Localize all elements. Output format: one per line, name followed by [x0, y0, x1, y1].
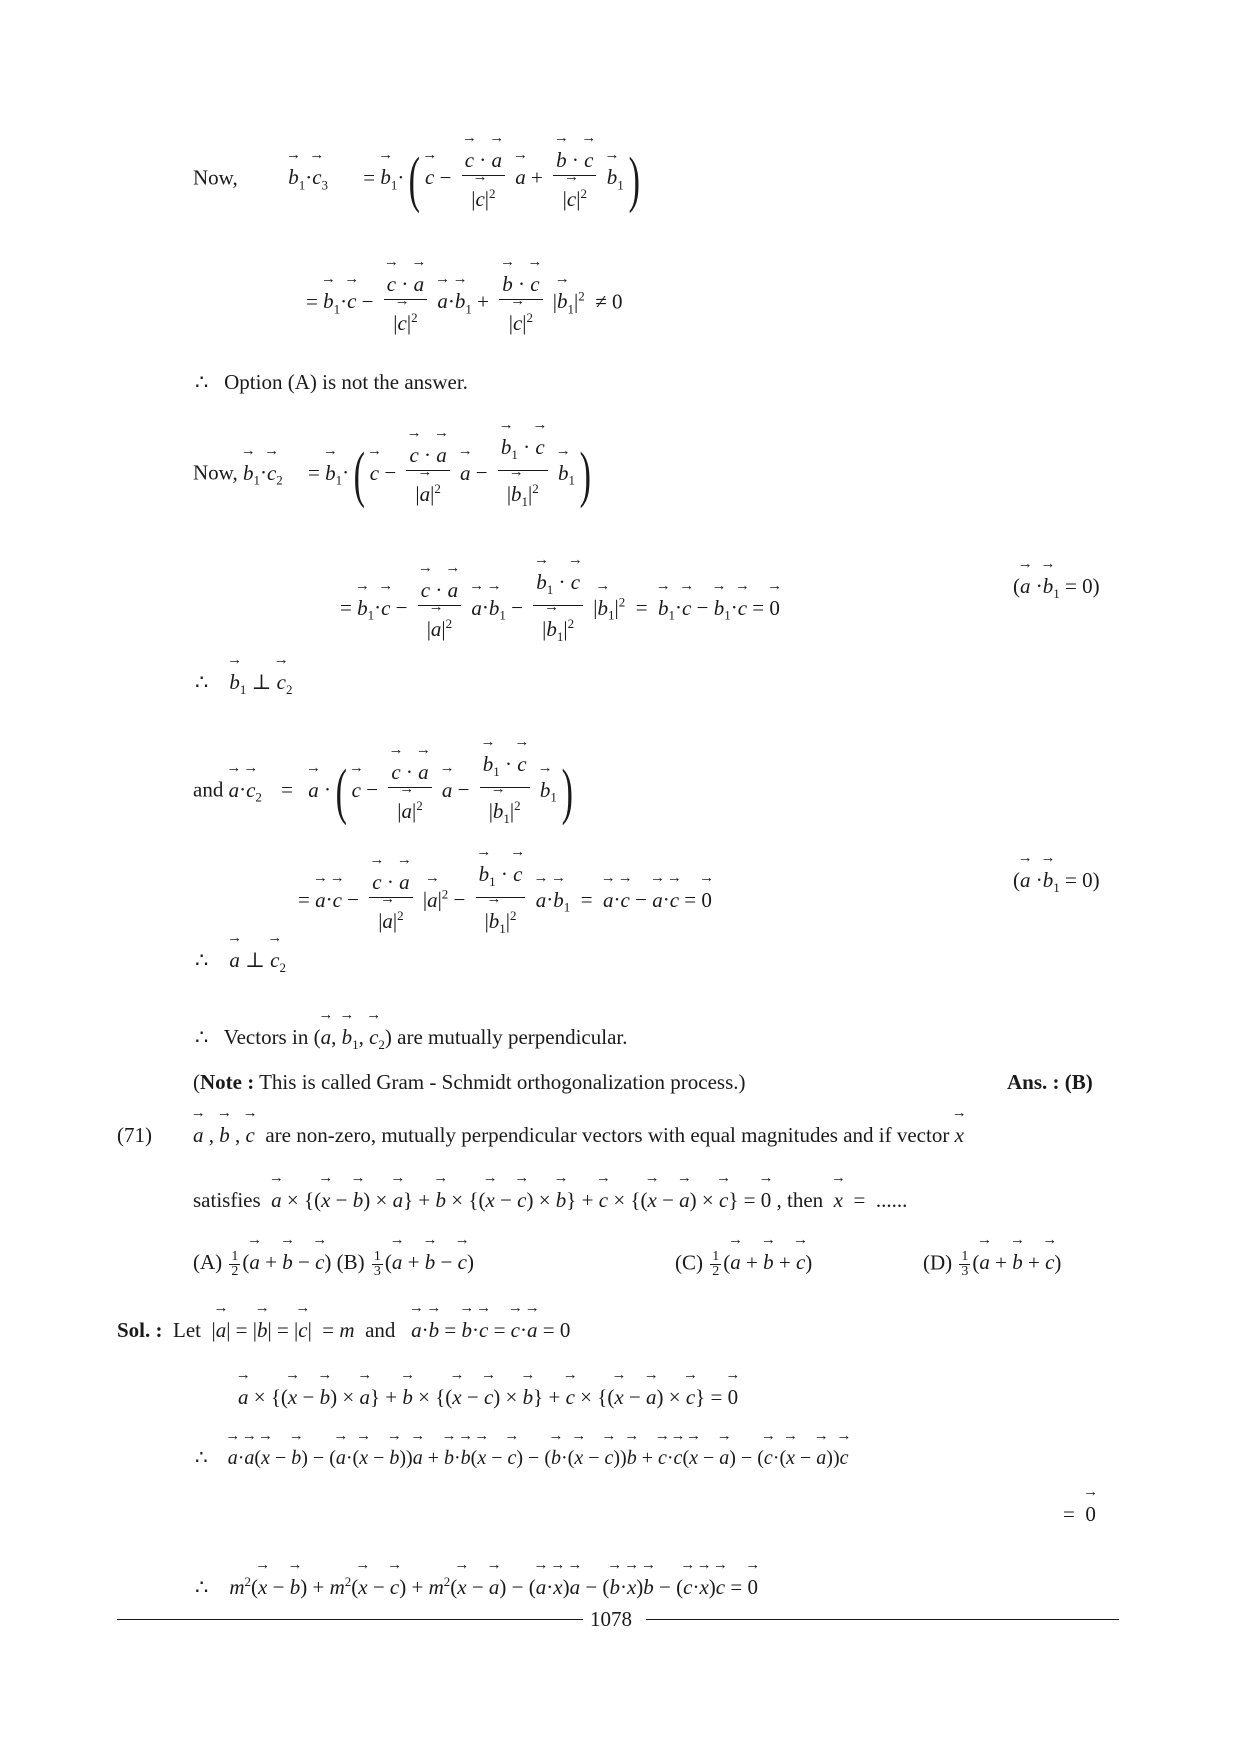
eq-a-c2-expand: = → a·→ c − → $\frac{c \cdot \to a}{|\to a|^2}$ |→ $a|^2$ − → $\frac{b_1 \cdot \to c}{|\to b_1|^2}$ → $a\cdot\to b_1$ = → a·→ c − → a·→ c = → 0: [298, 862, 712, 941]
a-perp-c2: ∴ → a ⊥ → $c_2$: [195, 948, 286, 980]
footer-rule-right: [646, 1619, 1119, 1620]
option-b: (B) $\frac{1}{3}(\to a$ + → b − → c): [337, 1250, 474, 1274]
now-word: Now,: [193, 165, 238, 190]
option-d: (D) $\frac{1}{3}(\to a$ + → b + → c): [923, 1250, 1061, 1279]
option-a-text: Option (A) is not the answer.: [224, 370, 468, 394]
page-number: 1078: [590, 1607, 632, 1631]
solution-line-3-result: = → 0: [1063, 1502, 1096, 1526]
b1-perp-c2: ∴ → $b_1$ ⊥ → $c_2$: [195, 670, 292, 702]
note-label: Note :: [200, 1070, 255, 1094]
vectors-perpendicular: ∴ Vectors in (→ a, → $b_1$, → $c_2$) are mutually perpendicular.: [195, 1025, 627, 1057]
condition-a-b1-2: (→ $a \cdot\to b_1 = 0$): [1013, 868, 1100, 900]
eq-b1-c2-def: Now, → $b_1\cdot\to c_2$ = → $b_1\cdot(\to c$ − → $\frac{c \cdot \to a}{|\to a|^2}$ → a − → $\frac{b_1 \cdot \to c}{|\to b_1|^2}$ → $b_1$): [193, 435, 596, 514]
eq-b1-c3-expand: = → $b_1\cdot\to c$ − → $\frac{c \cdot \to a}{|\to c|^2}$ → $a\cdot\to b_1$ + → $\frac{b \cdot \to c}{|\to c|^2}$ |→ $b_1|^2 \ne 0$: [306, 272, 622, 335]
note-text: This is called Gram - Schmidt orthogonalization process.): [259, 1070, 746, 1094]
solution-line-1: Sol. : Let |→ a| = |→ b| = |→ c| = m and → a·→ b = → b·→ c = → c·→ a = 0: [117, 1318, 570, 1342]
option-a: (A) $\frac{1}{2}(\to a$ + → b − → c): [193, 1250, 337, 1274]
solution-line-4: ∴ $m^2(\to x$ − → $b) + m^2(\to x$ − → $c) + m^2(\to x$ − → a) − (→ a·→ x)→ a − (→ b·→ x)→ b − (→ c·→ x)→ c = → 0: [195, 1570, 758, 1599]
condition-a-b1-1: (→ $a \cdot\to b_1 = 0$): [1013, 574, 1100, 606]
solution-line-2: → a × {(→ x − → b) × → a} + → b × {(→ x − → c) × → b} + → c × {(→ x − → a) × → c} = → 0: [238, 1385, 738, 1409]
option-c: (C) $\frac{1}{2}(\to a$ + → b + → c): [675, 1250, 812, 1279]
eq-b1-c2-expand: = → $b_1\cdot\to c$ − → $\frac{c \cdot \to a}{|\to a|^2}$ → $a\cdot\to b_1$ − → $\frac{b_1 \cdot \to c}{|\to b_1|^2}$ |→ $b_1|^2$ = → $b_1\cdot\to c$ − → $b_1\cdot\to c$ = → 0: [340, 570, 780, 649]
options-line: [193, 1250, 1113, 1279]
question-number: (71): [117, 1123, 152, 1147]
option-a-line: ∴ Option (A) is not the answer.: [195, 370, 468, 394]
solution-line-3: ∴ → a·→ a(→ x − → b) − (→ a·(→ x − → b))→ a + → b·→ b(→ x − → c) − (→ b·(→ x − → c))→ b + → c·→ c(→ x − → a) − (→ c·(→ x − → a))→ c: [195, 1446, 849, 1470]
answer-label: Ans. : (B): [1007, 1070, 1093, 1094]
eq-a-c2-def: and → $a\cdot\to c_2$ = → a ·(→ c − → $\frac{c \cdot \to a}{|\to a|^2}$ → a − → $\frac{b_1 \cdot \to c}{|\to b_1|^2}$ → $b_1$): [193, 752, 577, 831]
eq-b1-c3-def: Now, → $b_1\cdot\to c_3$ = → $b_1\cdot(\to c$ − → $\frac{c \cdot \to a}{|\to c|^2}$ → a + → $\frac{b \cdot \to c}{|\to c|^2}$ → $b_1$): [193, 148, 644, 211]
note-line: (Note : This is called Gram - Schmidt orthogonalization process.): [193, 1070, 746, 1094]
solution-label: Sol. :: [117, 1318, 163, 1342]
question-text: → a , → b , → c are non-zero, mutually perpendicular vectors with equal magnitudes and if vector → x: [193, 1123, 964, 1147]
footer-rule-left: [117, 1619, 583, 1620]
question-equation: satisfies → a × {(→ x − → b) × → a} + → b × {(→ x − → c) × → b} + → c × {(→ x − → a) × → c} = → 0 , then → x = ......: [193, 1188, 907, 1212]
